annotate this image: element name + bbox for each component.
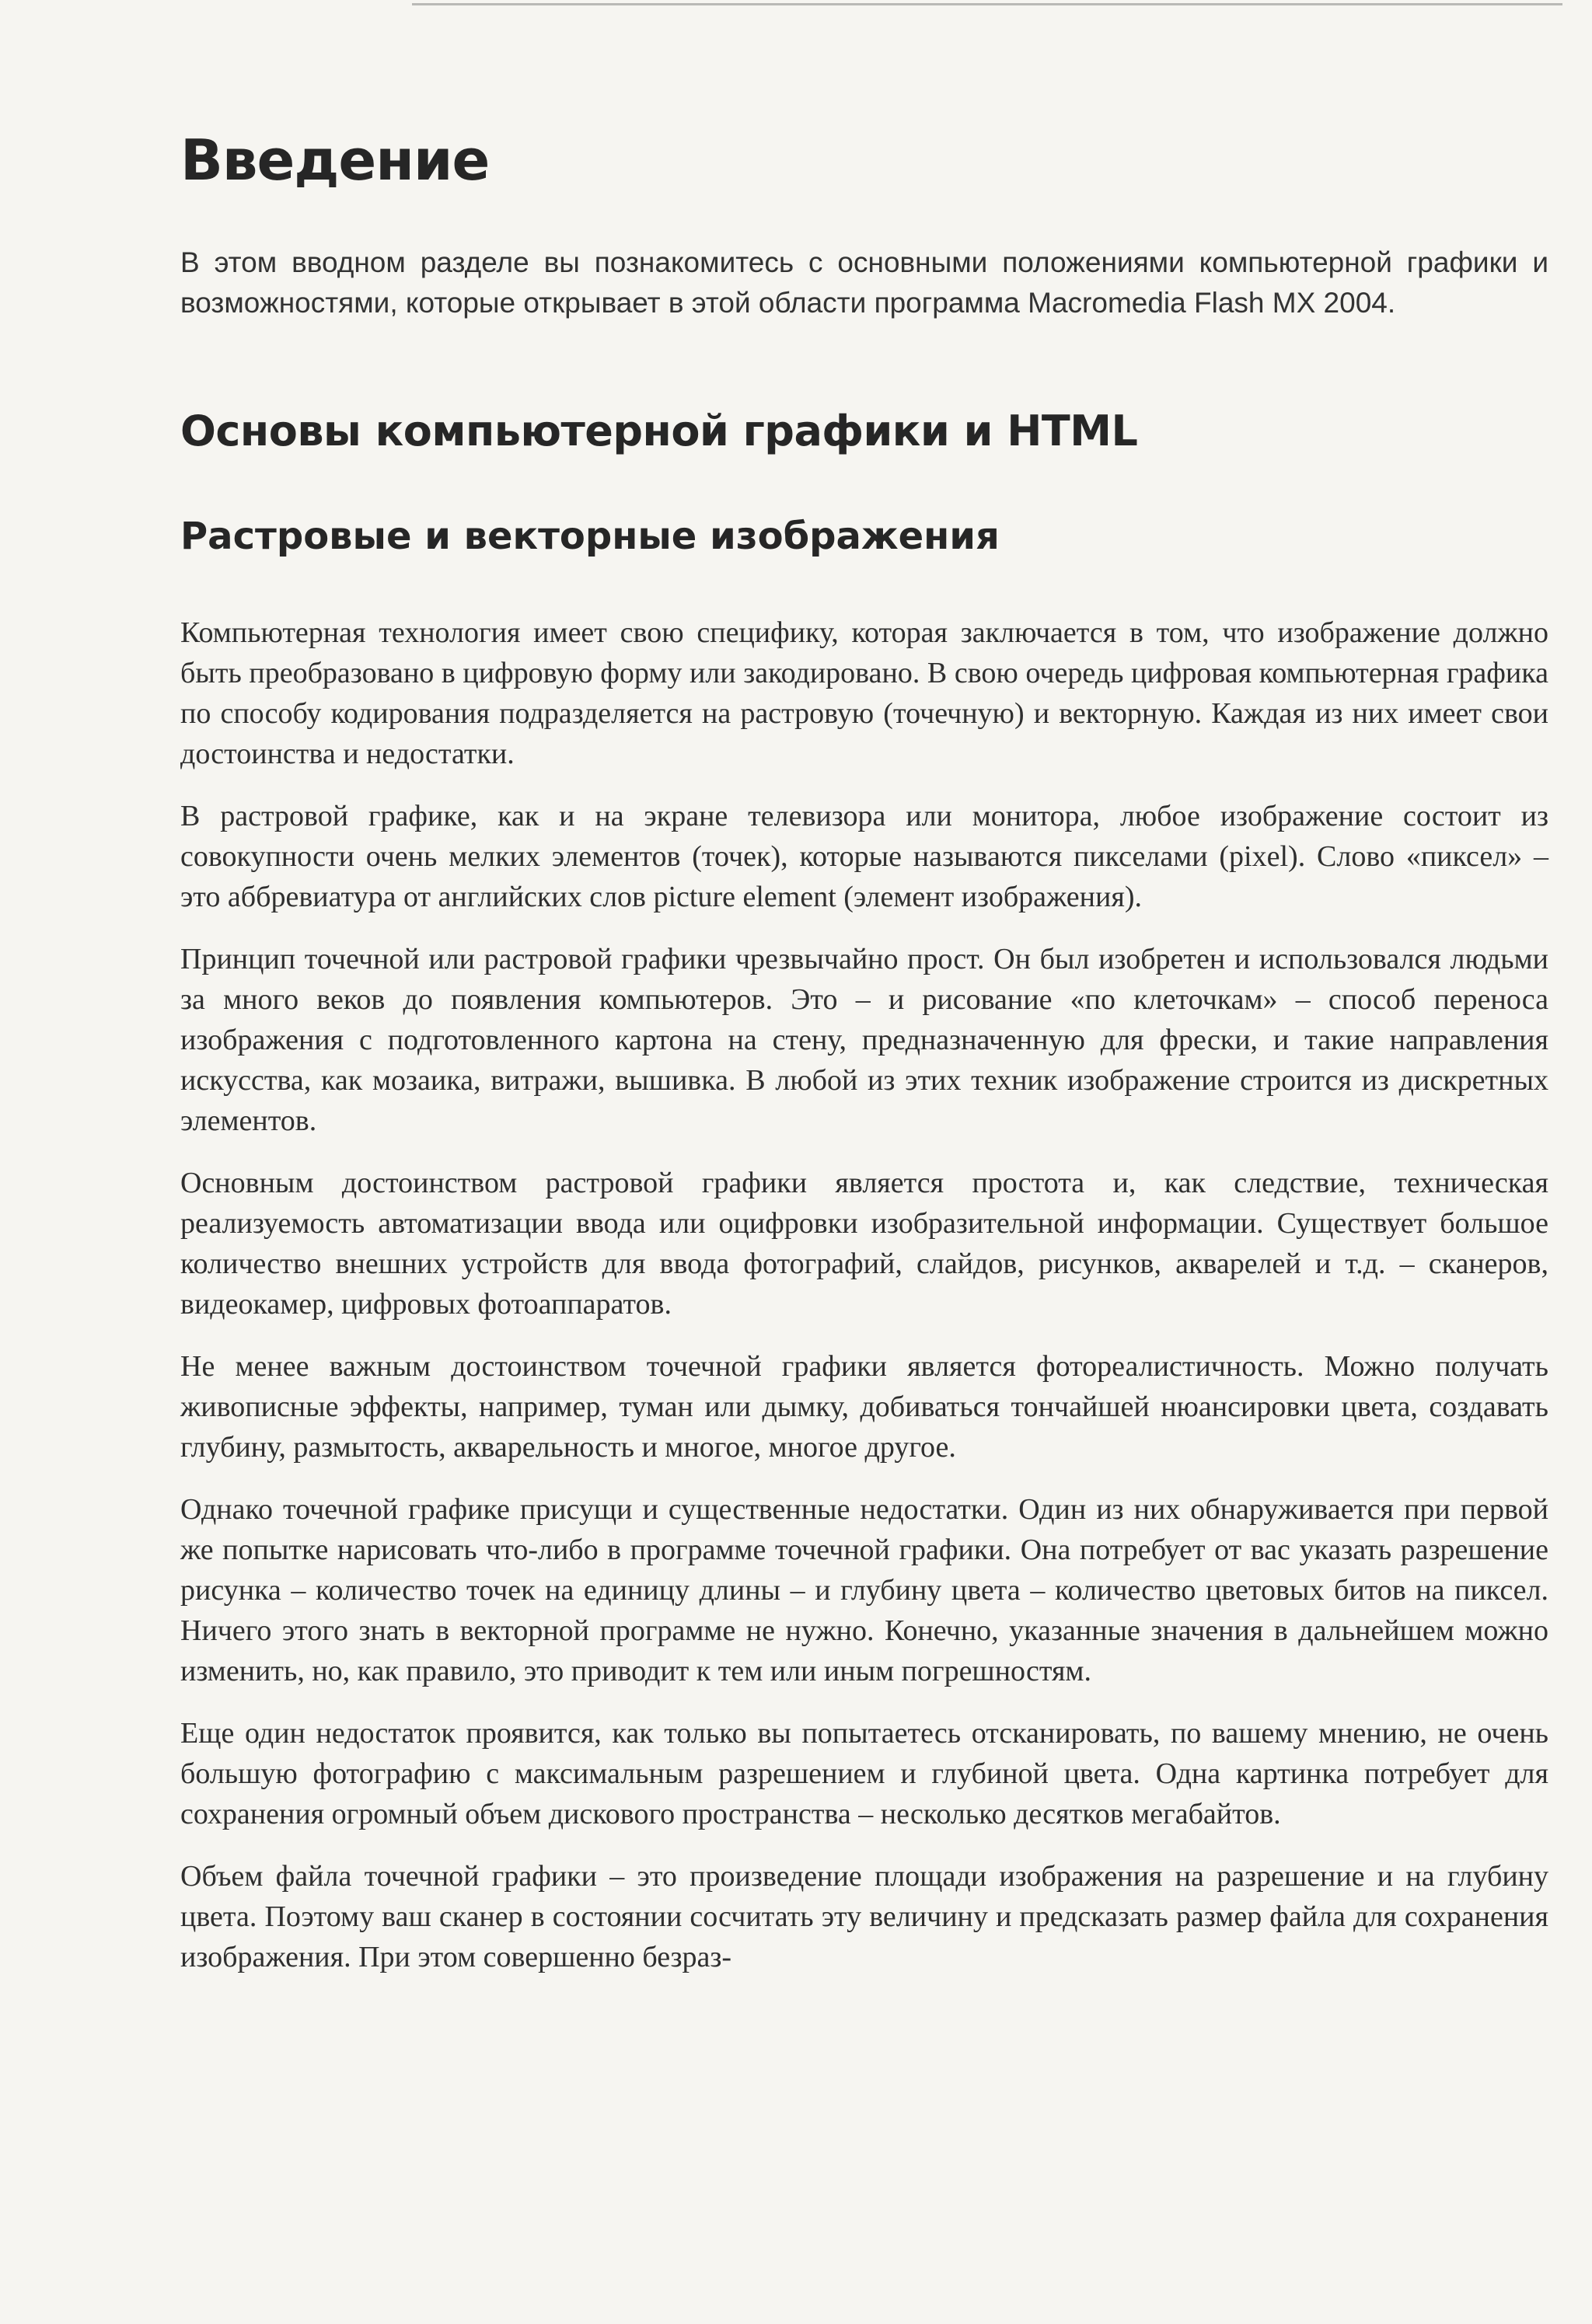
page-top-rule bbox=[412, 3, 1562, 5]
body-text bbox=[180, 612, 1548, 1977]
subsection-title: Растровые и векторные изображения bbox=[180, 515, 1000, 558]
body-paragraph: Объем файла точечной графики – это произведение площади изображения на разрешение и на глубину цвета. Поэтому ваш сканер в состоянии сосчитать эту величину и предсказать размер файла для сохранения изображения. При этом совершенно безраз- bbox=[180, 1860, 1548, 1973]
body-paragraph: Основным достоинством растровой графики является простота и, как следствие, техническая реализуемость автоматизации ввода или оцифровки изобразительной информации. Существует большое количество внешних устройств для ввода фотографий, слайдов, рисунков, акварелей и т.д. – сканеров, видеокамер, цифровых фотоаппаратов. bbox=[180, 1167, 1548, 1321]
body-paragraph: Принцип точечной или растровой графики чрезвычайно прост. Он был изобретен и использовался людьми за много веков до появления компьютеров. Это – и рисование «по клеточкам» – способ переноса изображения с подготовленного картона на стену, предназначенную для фрески, и такие направления искусства, как мозаика, витражи, вышивка. В любой из этих техник изображение строится из дискретных элементов. bbox=[180, 943, 1548, 1137]
chapter-title: Введение bbox=[180, 127, 490, 193]
body-paragraph: Не менее важным достоинством точечной графики является фотореалистичность. Можно получать живописные эффекты, например, туман или дымку, добиваться тончайшей нюансировки цвета, создавать глубину, размытость, акварельность и многое, многое другое. bbox=[180, 1350, 1548, 1464]
body-paragraph: Однако точечной графике присущи и существенные недостатки. Один из них обнаруживается при первой же попытке нарисовать что-либо в программе точечной графики. Она потребует от вас указать разрешение рисунка – количество точек на единицу длины – и глубину цвета – количество цветовых битов на пиксел. Ничего этого знать в векторной программе не нужно. Конечно, указанные значения в дальнейшем можно изменить, но, как правило, это приводит к тем или иным погрешностям. bbox=[180, 1493, 1548, 1687]
body-paragraph: Еще один недостаток проявится, как только вы попытаетесь отсканировать, по вашему мнению, не очень большую фотографию с максимальным разрешением и глубиной цвета. Одна картинка потребует для сохранения огромный объем дискового пространства – несколько десятков мегабайтов. bbox=[180, 1717, 1548, 1830]
section-title: Основы компьютерной графики и HTML bbox=[180, 407, 1138, 455]
document-page bbox=[180, 127, 1548, 1999]
intro-paragraph: В этом вводном разделе вы познакомитесь с основными положениями компьютерной графики и возможностями, которые открывает в этой области программа Macromedia Flash MX 2004. bbox=[180, 246, 1548, 319]
body-paragraph: Компьютерная технология имеет свою специфику, которая заключается в том, что изображение должно быть преобразовано в цифровую форму или закодировано. В свою очередь цифровая компьютерная графика по способу кодирования подразделяется на растровую (точечную) и векторную. Каждая из них имеет свои достоинства и недостатки. bbox=[180, 616, 1548, 770]
body-paragraph: В растровой графике, как и на экране телевизора или монитора, любое изображение состоит из совокупности очень мелких элементов (точек), которые называются пикселами (pixel). Слово «пиксел» – это аббревиатура от английских слов picture element (элемент изображения). bbox=[180, 800, 1548, 913]
